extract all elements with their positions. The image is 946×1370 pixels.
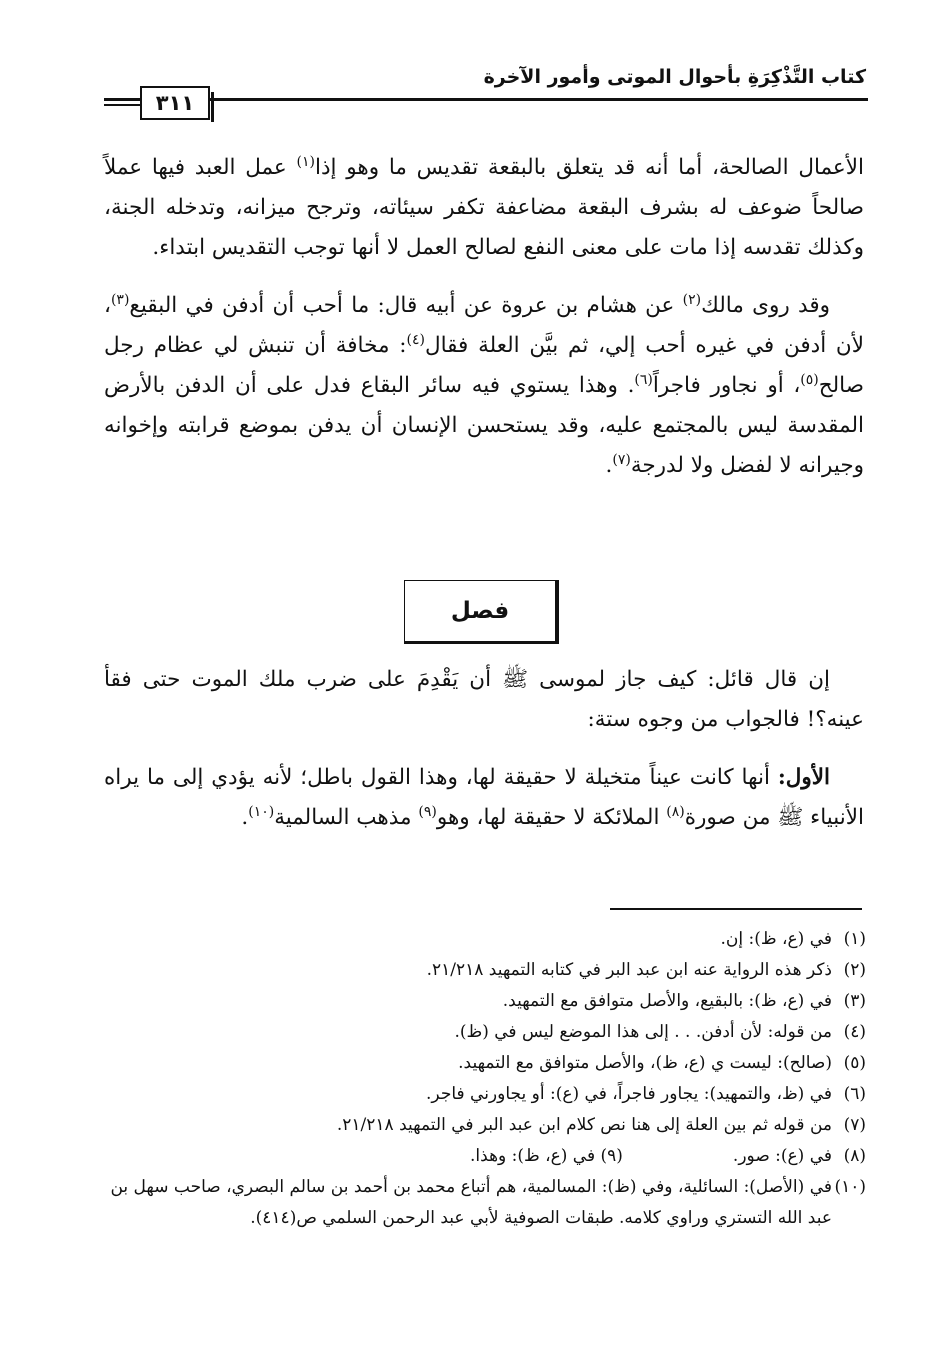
main-text-top (104, 148, 864, 504)
footnote-ref: (٨) (666, 803, 685, 820)
footnote-text: (صالح): ليست ي (ع، ظ)، والأصل متوافق مع التمهيد. (458, 1053, 832, 1073)
footnote-item (104, 1017, 866, 1048)
footnote-number: (٩) (600, 1146, 623, 1166)
text-run: ، أو نجاور فاجراً (652, 373, 801, 398)
footnote-ref: (٢) (682, 291, 702, 308)
footnote-text-part: في (ع): صور. (732, 1146, 832, 1166)
footnote-number: (٢) (843, 960, 866, 980)
footnote-number: (٦) (843, 1084, 866, 1104)
footnote-item (104, 924, 866, 955)
text-run: وقد روى مالك (701, 293, 830, 318)
header-rule (104, 98, 868, 101)
text-run: . (241, 805, 249, 830)
text-run: عن هشام بن عروة عن أبيه قال: ما أحب أن أدفن في البقيع (129, 293, 683, 318)
text-run: الملائكة لا حقيقة لها، وهو (436, 805, 667, 830)
footnotes (104, 924, 866, 1234)
text-run: ، لأن أدفن في غيره أحب إلي، ثم بيَّن العلة فقال (104, 293, 864, 358)
footnote-number: (٥) (843, 1053, 866, 1073)
footnote-number: (٨) (843, 1146, 866, 1166)
paragraph-4 (104, 758, 864, 838)
text-run: : مخافة أن تنبش لي عظام رجل صالح (104, 333, 864, 398)
footnote-text: من قوله: لأن أدفن. . . إلى هذا الموضع ليس في (ظ). (454, 1022, 832, 1042)
footnote-ref: (٦) (634, 371, 653, 388)
footnote-text (104, 1141, 832, 1172)
main-text-bottom (104, 660, 864, 856)
point-label: الأول: (777, 765, 830, 790)
footnote-text: ذكر هذه الرواية عنه ابن عبد البر في كتابه التمهيد ٢١/٢١٨. (426, 960, 832, 980)
header-rule-left (104, 104, 142, 106)
section-heading: فصل (404, 580, 559, 644)
footnote-item (104, 1141, 866, 1172)
text-run: مذهب السالمية (274, 805, 419, 830)
footnote-item (104, 1172, 866, 1234)
footnote-text: من قوله ثم بين العلة إلى هنا نص كلام ابن عبد البر في التمهيد ٢١/٢١٨. (336, 1115, 832, 1135)
footnote-number: (١) (843, 929, 866, 949)
footnote-ref: (١٠) (248, 803, 275, 820)
footnote-number: (٧) (843, 1115, 866, 1135)
footnote-rule (610, 908, 862, 910)
paragraph-3: إن قال قائل: كيف جاز لموسى ﷺ أن يَقْدِمَ على ضرب ملك الموت حتى فقأ عينه؟! فالجواب من وجوه ستة: (104, 667, 864, 732)
running-title: كتاب التَّذْكِرَةِ بأحوال الموتى وأمور الآخرة (483, 66, 866, 88)
footnote-text: في (ع، ظ): بالبقيع، والأصل متوافق مع التمهيد. (502, 991, 832, 1011)
footnote-item (104, 986, 866, 1017)
text-run: الأعمال الصالحة، أما أنه قد يتعلق بالبقعة تقديس ما وهو إذا (314, 155, 864, 180)
footnote-number: (٤) (843, 1022, 866, 1042)
page-number: ٣١١ (140, 86, 210, 120)
footnote-item (104, 955, 866, 986)
footnote-ref: (٥) (800, 371, 819, 388)
footnote-number: (٣) (843, 991, 866, 1011)
paragraph-1 (104, 148, 864, 268)
footnote-item (104, 1079, 866, 1110)
footnote-ref: (٣) (110, 291, 130, 308)
text-run: . وهذا يستوي فيه سائر البقاع فدل على أن الدفن بالأرض المقدسة ليس بالمجتمع عليه، وقد يستحسن الإنسان أن يدفن بموضع قرابته وإخوانه وجيرانه لا لفضل ولا لدرجة (104, 373, 864, 478)
footnote-ref: (٤) (406, 331, 425, 348)
footnote-item (104, 1110, 866, 1141)
footnote-ref: (٩) (418, 803, 437, 820)
footnote-ref: (٧) (612, 451, 631, 468)
footnote-text: في (ع، ظ): إن. (720, 929, 832, 949)
footnote-item (104, 1048, 866, 1079)
footnote-text: في (ظ، والتمهيد): يجاور فاجراً، في (ع): أو يجاورني فاجر. (426, 1084, 832, 1104)
footnote-text: في (الأصل): السائلية، وفي (ظ): المسالمية، هم أتباع محمد بن أحمد بن سالم البصري، صاحب سهل بن عبد الله التستري وراوي كلامه. طبقات الصوفية لأبي عبد الرحمن السلمي ص(٤١٤). (110, 1177, 832, 1228)
text-run: عمل العبد فيها عملاً صالحاً ضوعف له بشرف البقعة مضاعفة تكفر سيئاته، وترجح ميزانه، وتدخله الجنة، وكذلك تقدسه إذا مات على معنى النفع لصالح العمل لا أنها توجب التقديس ابتداء. (104, 155, 864, 260)
footnote-number: (١٠) (834, 1177, 866, 1197)
footnote-ref: (١) (296, 153, 315, 170)
paragraph-2 (104, 286, 864, 486)
text-run: أنها كانت عيناً متخيلة لا حقيقة لها، وهذا القول باطل؛ لأنه يؤدي إلى ما يراه الأنبياء ﷺ من صورة (104, 765, 864, 830)
footnote-text-part: في (ع، ظ): وهذا. (470, 1146, 596, 1166)
text-run: . (605, 453, 613, 478)
